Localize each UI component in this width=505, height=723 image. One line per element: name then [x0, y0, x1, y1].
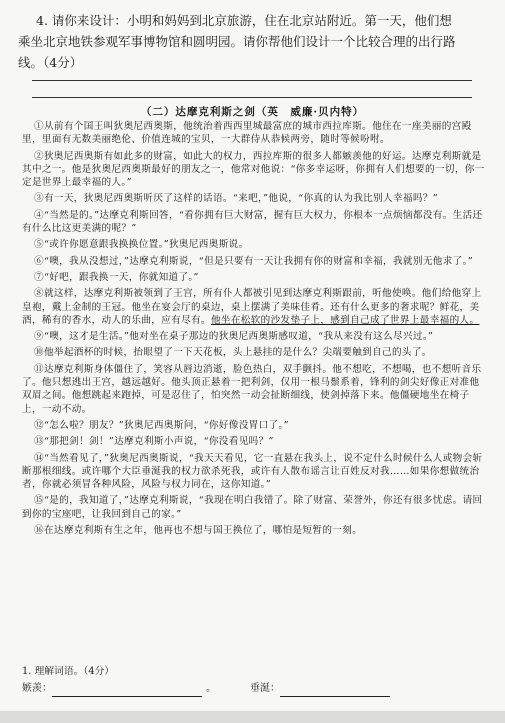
paragraph-7: ⑦“好吧，跟我换一天，你就知道了。”	[34, 271, 199, 283]
section-title: （二）达摩克利斯之剑（英 威廉·贝内特）	[140, 106, 365, 118]
paragraph-3: ③有一天，狄奥尼西奥斯听厌了这样的话语。“来吧，”他说，“你真的认为我比别人幸福吗？”	[34, 193, 439, 205]
paragraph-9: ⑨“噢，这才是生活。”他对坐在桌子那边的狄奥尼西奥斯感叹道，“我从来没有这么尽兴过。”	[34, 331, 434, 343]
paragraph-2: ②狄奥尼西奥斯有如此多的财富，如此大的权力，西拉库斯的很多人都嫉羡他的好运。达摩克利斯就是其中之一。他是狄奥尼西奥斯最好的朋友之一，他常对他说：“你多幸运呀，你拥有人们想要的一切，你一定是世界上最幸福的人。”	[22, 150, 485, 189]
vocab-word-1: 嫉羡：	[22, 683, 52, 694]
paragraph-8	[22, 287, 488, 327]
paragraph-12: ⑫“怎么啦？朋友？”狄奥尼西奥斯问，“你好像没胃口了。”	[34, 419, 289, 431]
paragraph-8-text: ⑧就这样，达摩克利斯被领到了王宫，所有仆人都被引见到达摩克利斯跟前，听他使唤。他们给他穿上皇袍，戴上金制的王冠。他坐在宴会厅的桌边，桌上摆满了美味佳肴。还有什么更多的奢求呢？鲜花，美酒，稀有的香水，动人的乐曲，应有尽有。	[22, 288, 482, 326]
paragraph-4: ④“当然是的。”达摩克利斯回答，“看你拥有巨大财富，握有巨大权力，你根本一点烦恼都没有。生活还有什么比这更美满的呢？”	[22, 209, 483, 235]
page-bottom-strip	[0, 711, 505, 723]
answer-line-1[interactable]	[32, 80, 472, 81]
question-4-line-3: 线。（4分）	[18, 55, 83, 70]
paragraph-6: ⑥“噢，我从没想过，”达摩克利斯说，“但是只要有一天让我拥有你的财富和幸福，我就别无他求了。”	[34, 255, 473, 267]
question-4	[18, 10, 484, 73]
story-text	[22, 120, 488, 540]
vocab-word-2: 垂涎：	[250, 683, 280, 694]
question-4-line-2: 乘坐北京地铁参观军事博物馆和圆明园。请你帮他们设计一个比较合理的出行路	[18, 34, 456, 49]
paragraph-10: ⑩他举起酒杯的时候，抬眼望了一下天花板，头上悬挂的是什么？尖端要触到自己的头了。	[34, 347, 432, 359]
vocab-question	[22, 663, 488, 697]
paragraph-15: ⑮“是的，我知道了，”达摩克利斯说，“我现在明白我错了。除了财富、荣誉外，你还有很多忧虑。请回到你的宝座吧，让我回到自己的家。”	[22, 495, 483, 520]
vocab-blank-1[interactable]	[52, 684, 202, 697]
paragraph-5: ⑤“或许你愿意跟我换换位置。”狄奥尼西奥斯说。	[34, 239, 249, 251]
answer-line-2[interactable]	[32, 97, 472, 98]
paragraph-14: ⑭“当然看见了，”狄奥尼西奥斯说，“我天天看见，它一直悬在我头上，说不定什么时候什么人或物会斩断那根细线。或许哪个大臣垂涎我的权力欲杀死我，或许有人散布谣言让百姓反对我……如果你想做统治者，你就必须冒各种风险，风险与权力同在，这你知道。”	[22, 452, 483, 491]
paragraph-8-underlined: 他坐在松软的沙发垫子上，感到自己成了世界上最幸福的人。	[210, 314, 480, 326]
question-4-line-1: 4. 请你来设计：小明和妈妈到北京旅游，住在北京站附近。第一天，他们想	[36, 13, 452, 28]
paragraph-11: ⑪达摩克利斯身体僵住了，笑容从唇边消逝，脸色热白，双手颤抖。他不想吃，不想喝，也不想听音乐了。他只想逃出王宫，越远越好。他头顶正悬着一把利剑，仅用一根马鬃系着，锋利的剑尖好像正对准他双眉之间。他想跳起来跑掉，可是忍住了，怕突然一动会扯断细线，使剑掉落下来。他僵硬地坐在椅子上，一动不动。	[22, 363, 482, 415]
paragraph-1: ①从前有个国王叫狄奥尼西奥斯，他统治着西西里城最富庶的城市西拉库斯。他住在一座美丽的宫殿里，里面有无数美丽绝伦、价值连城的宝贝，一大群侍从恭候两旁，随时等候吩咐。	[22, 121, 472, 146]
vocab-period: 。	[206, 683, 216, 694]
vocab-blank-2[interactable]	[280, 684, 390, 697]
paragraph-13: ⑬“那把剑！剑！”达摩克利斯小声说，“你没看见吗？”	[34, 436, 274, 448]
vocab-row	[22, 680, 488, 697]
vocab-heading: 1. 理解词语。（4分）	[22, 666, 115, 677]
paragraph-16: ⑯在达摩克利斯有生之年，他再也不想与国王换位了，哪怕是短暂的一刻。	[34, 525, 363, 537]
